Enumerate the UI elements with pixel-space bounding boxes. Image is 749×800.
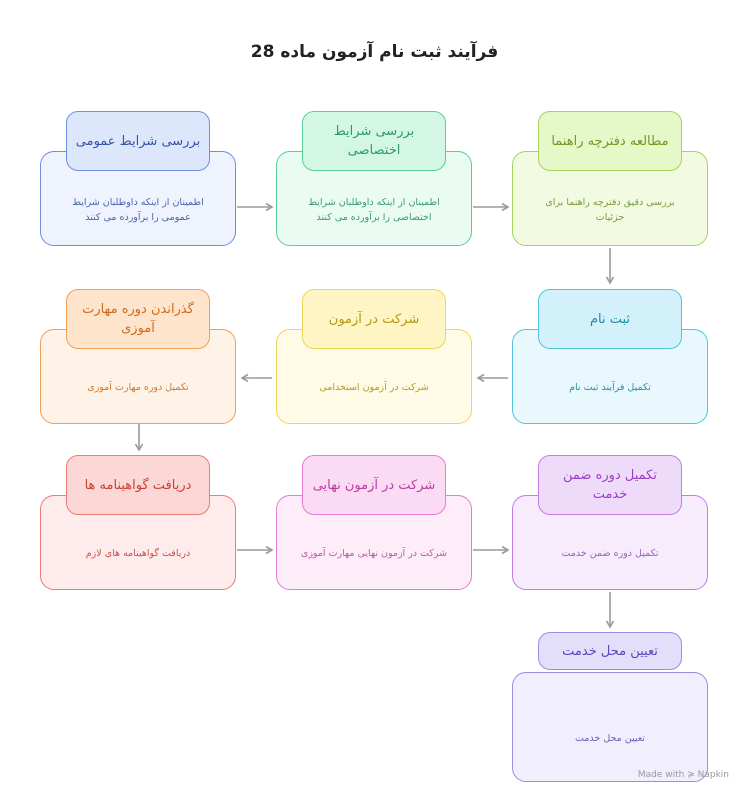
step-registration-desc: تکمیل فرآیند ثبت نام xyxy=(569,382,651,393)
step-skill-training-title: گذراندن دوره مهارت آموزی xyxy=(66,289,210,349)
step-final-exam-title: شرکت در آزمون نهایی xyxy=(302,455,446,515)
diagram-title: فرآیند ثبت نام آزمون ماده 28 xyxy=(250,42,499,62)
step-study-guide-desc: بررسی دقیق دفترچه راهنما برای جزئیات xyxy=(545,196,675,223)
step-service-location-desc: تعیین محل خدمت xyxy=(575,732,645,744)
step-registration-title: ثبت نام xyxy=(538,289,682,349)
step-general-conditions-desc: اطمینان از اینکه داوطلبان شرایط عمومی را برآورده می کنند xyxy=(72,196,204,223)
step-service-location-title: تعیین محل خدمت xyxy=(538,632,682,670)
step-skill-training-desc: تکمیل دوره مهارت آموزی xyxy=(87,382,189,393)
step-study-guide-title: مطالعه دفترچه راهنما xyxy=(538,111,682,171)
step-specific-conditions-title: بررسی شرایط اختصاصی xyxy=(302,111,446,171)
step-inservice-course-title: تکمیل دوره ضمن خدمت xyxy=(538,455,682,515)
step-service-location-card xyxy=(512,672,708,782)
step-certificates-title: دریافت گواهینامه ها xyxy=(66,455,210,515)
step-general-conditions-title: بررسی شرایط عمومی xyxy=(66,111,210,171)
step-certificates-desc: دریافت گواهینامه های لازم xyxy=(85,548,191,559)
napkin-watermark: Made with ≽ Napkin xyxy=(637,770,729,780)
step-inservice-course-desc: تکمیل دوره ضمن خدمت xyxy=(561,548,659,559)
step-take-exam-title: شرکت در آزمون xyxy=(302,289,446,349)
step-final-exam-desc: شرکت در آزمون نهایی مهارت آموزی xyxy=(300,548,448,559)
step-take-exam-desc: شرکت در آزمون استخدامی xyxy=(319,382,429,393)
step-specific-conditions-desc: اطمینان از اینکه داوطلبان شرایط اختصاصی را برآورده می کنند xyxy=(308,196,440,223)
